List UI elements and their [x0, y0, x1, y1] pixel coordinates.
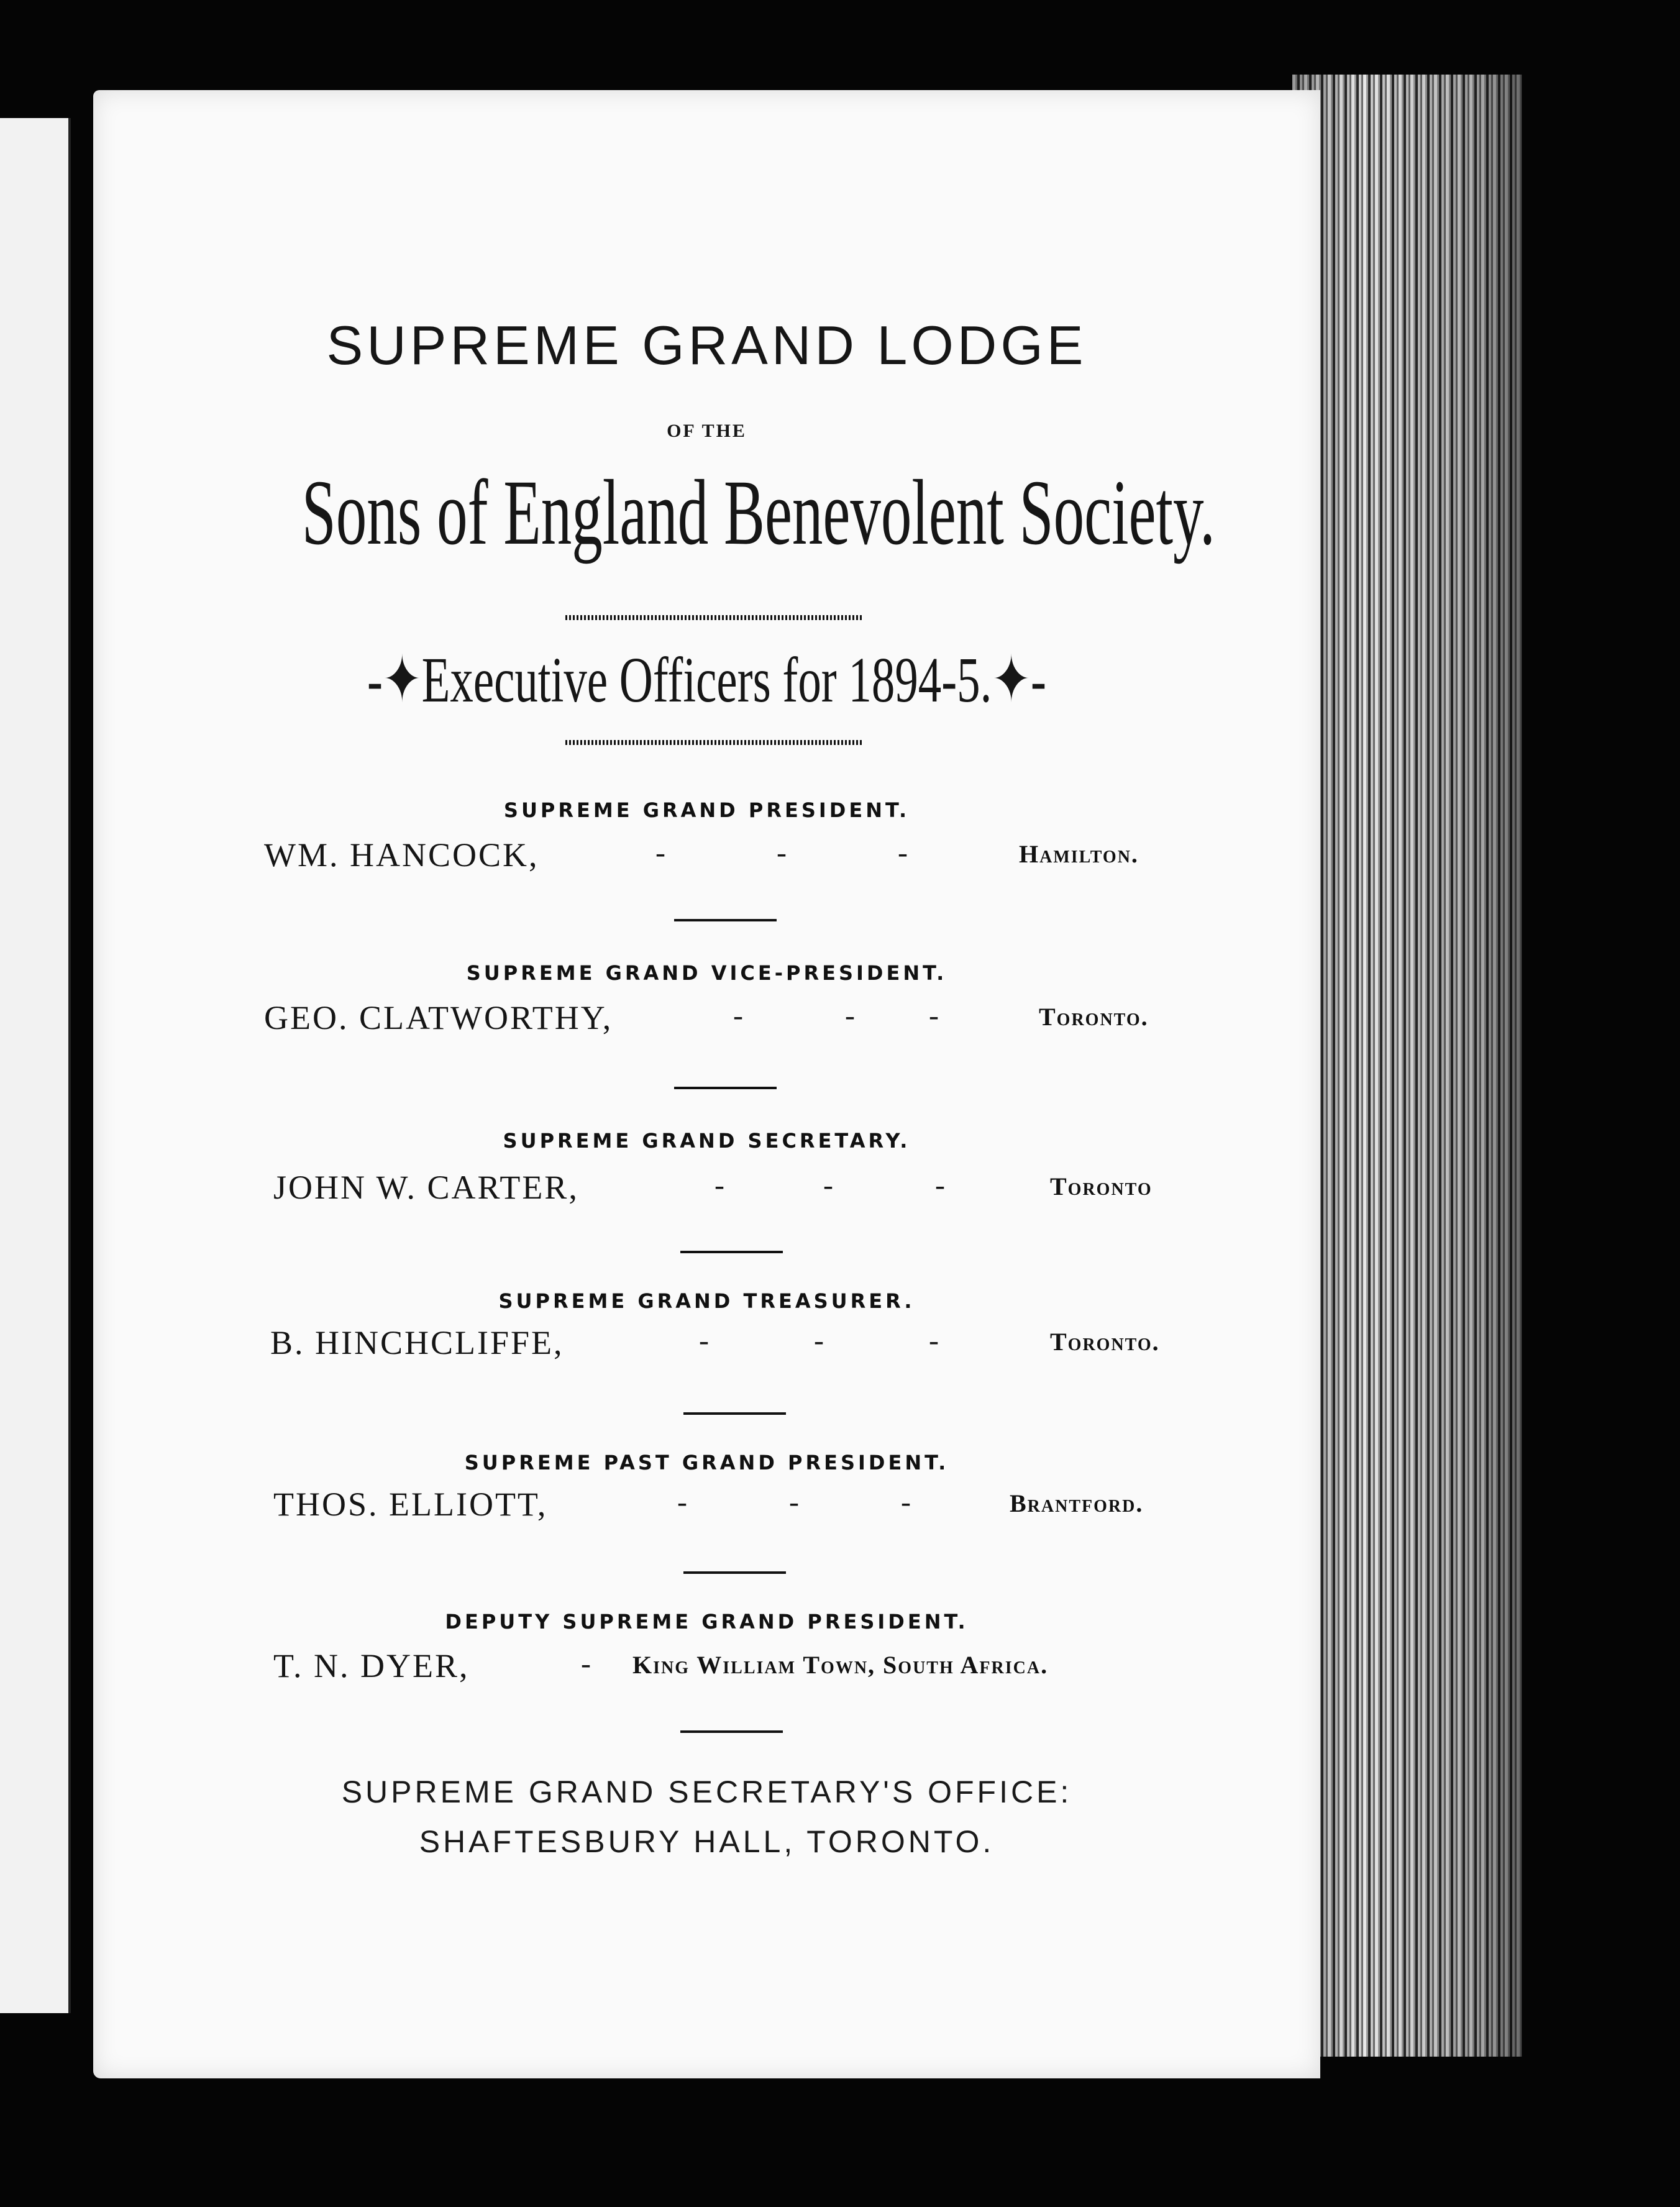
society-name: Sons of England Benevolent Society. — [301, 461, 1215, 564]
leader-dash: - — [655, 836, 665, 869]
officer-place: Hamilton. — [1019, 840, 1139, 868]
officer-role: SUPREME GRAND PRESIDENT. — [503, 798, 910, 822]
officer-role: SUPREME GRAND TREASURER. — [498, 1289, 915, 1313]
officer-place: Toronto — [1050, 1172, 1153, 1200]
officer-role: SUPREME GRAND SECRETARY. — [503, 1129, 911, 1153]
officer-name: T. N. DYER, — [273, 1647, 470, 1684]
leader-dash: - — [901, 1486, 911, 1519]
officer-name: GEO. CLATWORTHY, — [264, 999, 613, 1036]
officer-place: Toronto. — [1050, 1328, 1160, 1356]
leader-dash: - — [814, 1324, 824, 1357]
officer-place: Toronto. — [1039, 1003, 1149, 1031]
leader-dash: - — [581, 1647, 591, 1680]
officer-name: B. HINCHCLIFFE, — [270, 1324, 564, 1361]
section-rule — [683, 1412, 786, 1415]
leader-dash: - — [714, 1169, 724, 1202]
page-title: SUPREME GRAND LODGE — [326, 314, 1087, 376]
officer-role: SUPREME GRAND VICE-PRESIDENT. — [466, 961, 947, 985]
leader-dash: - — [733, 999, 743, 1032]
leader-dash: - — [699, 1324, 709, 1357]
leader-dash: - — [823, 1169, 833, 1202]
leader-dash: - — [935, 1169, 945, 1202]
officer-role: SUPREME PAST GRAND PRESIDENT. — [464, 1451, 949, 1474]
officer-place: King William Town, South Africa. — [632, 1651, 1049, 1679]
office-line-2: SHAFTESBURY HALL, TORONTO. — [419, 1824, 995, 1859]
section-rule — [680, 1251, 783, 1253]
leader-dash: - — [789, 1486, 799, 1519]
officer-name: THOS. ELLIOTT, — [273, 1486, 548, 1523]
dotted-rule-bottom — [565, 740, 864, 745]
left-page-edge — [0, 118, 71, 2013]
leader-dash: - — [898, 836, 908, 869]
executive-heading: -✦Executive Officers for 1894-5.✦- — [367, 644, 1047, 716]
section-rule — [674, 919, 777, 921]
document-page — [93, 90, 1320, 2078]
officer-name: JOHN W. CARTER, — [273, 1169, 579, 1206]
dotted-rule-top — [565, 615, 864, 620]
section-rule — [674, 1087, 777, 1089]
officer-place: Brantford. — [1010, 1489, 1144, 1517]
officer-role: DEPUTY SUPREME GRAND PRESIDENT. — [445, 1610, 969, 1634]
office-line-1: SUPREME GRAND SECRETARY'S OFFICE: — [341, 1775, 1072, 1809]
leader-dash: - — [677, 1486, 687, 1519]
section-rule — [680, 1730, 783, 1733]
book-page-edges — [1292, 75, 1522, 2057]
leader-dash: - — [777, 836, 787, 869]
officer-name: WM. HANCOCK, — [264, 836, 539, 874]
section-rule — [683, 1571, 786, 1574]
leader-dash: - — [929, 1324, 939, 1357]
of-the-label: OF THE — [667, 421, 747, 441]
leader-dash: - — [929, 999, 939, 1032]
leader-dash: - — [845, 999, 855, 1032]
